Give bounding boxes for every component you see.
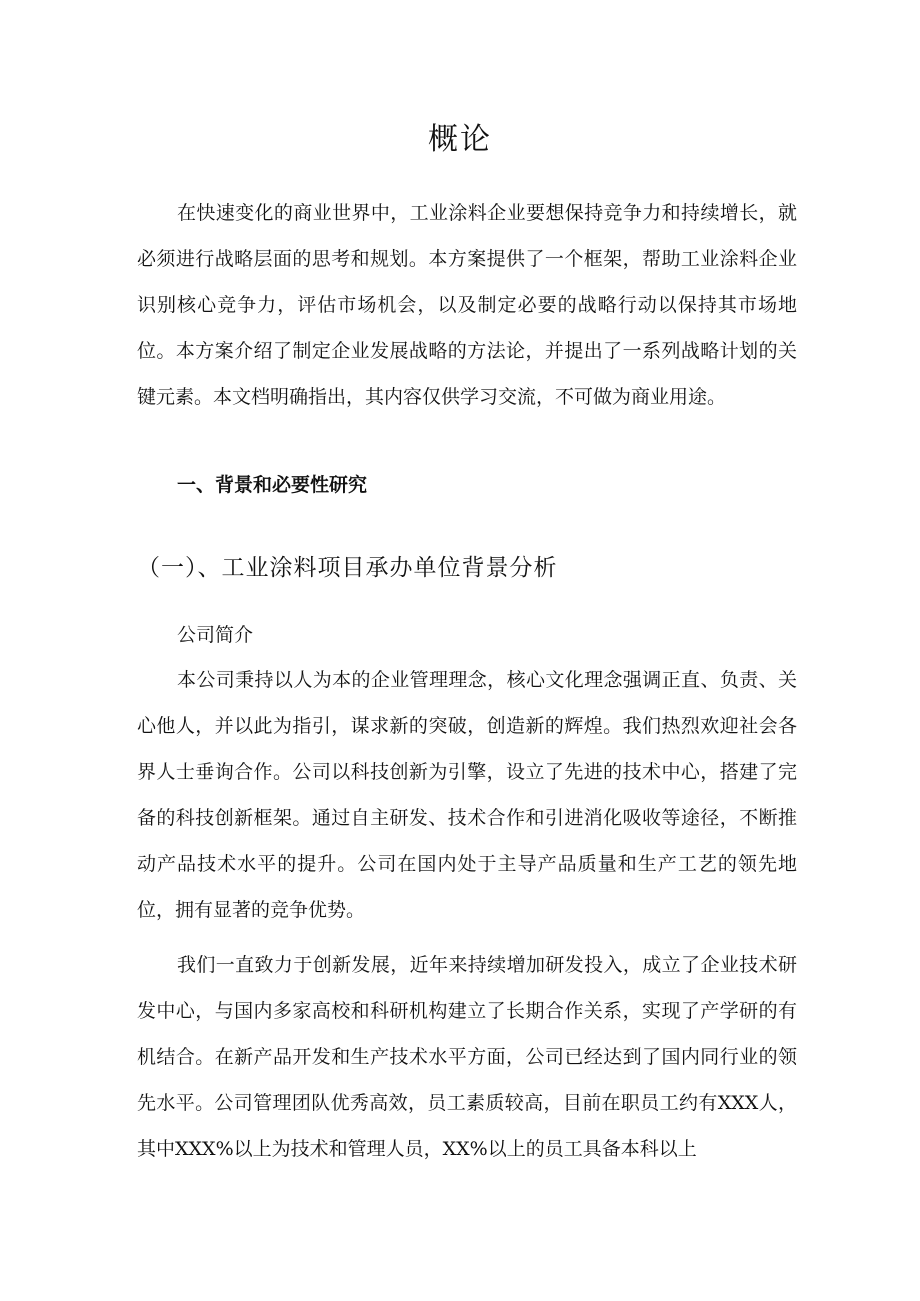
company-paragraph-2: 我们一直致力于创新发展，近年来持续增加研发投入，成立了企业技术研发中心，与国内多家高校和科研机构建立了长期合作关系，实现了产学研的有机结合。在新产品开发和生产技术水平方面，公司已经达到了国内同行业的领先水平。公司管理团队优秀高效，员工素质较高，目前在职员工约有XXX人，其中XXX%以上为技术和管理人员，XX%以上的员工具备本科以上: [137, 954, 797, 1160]
company-intro-label: 公司简介: [177, 624, 254, 646]
company-paragraph-1: 本公司秉持以人为本的企业管理理念，核心文化理念强调正直、负责、关心他人，并以此为指引，谋求新的突破，创造新的辉煌。我们热烈欢迎社会各界人士垂询合作。公司以科技创新为引擎，设立了先进的技术中心，搭建了完备的科技创新框架。通过自主研发、技术合作和引进消化吸收等途径，不断推动产品技术水平的提升。公司在国内处于主导产品质量和生产工艺的领先地位，拥有显著的竞争优势。: [137, 669, 797, 921]
intro-paragraph: 在快速变化的商业世界中，工业涂料企业要想保持竞争力和持续增长，就必须进行战略层面的思考和规划。本方案提供了一个框架，帮助工业涂料企业识别核心竞争力，评估市场机会，以及制定必要的战略行动以保持其市场地位。本方案介绍了制定企业发展战略的方法论，并提出了一系列战略计划的关键元素。本文档明确指出，其内容仅供学习交流，不可做为商业用途。: [137, 202, 797, 408]
section-heading: 一、背景和必要性研究: [177, 474, 368, 496]
subsection-heading: （一）、工业涂料项目承办单位背景分析: [137, 555, 558, 581]
document-title: 概论: [428, 122, 492, 157]
